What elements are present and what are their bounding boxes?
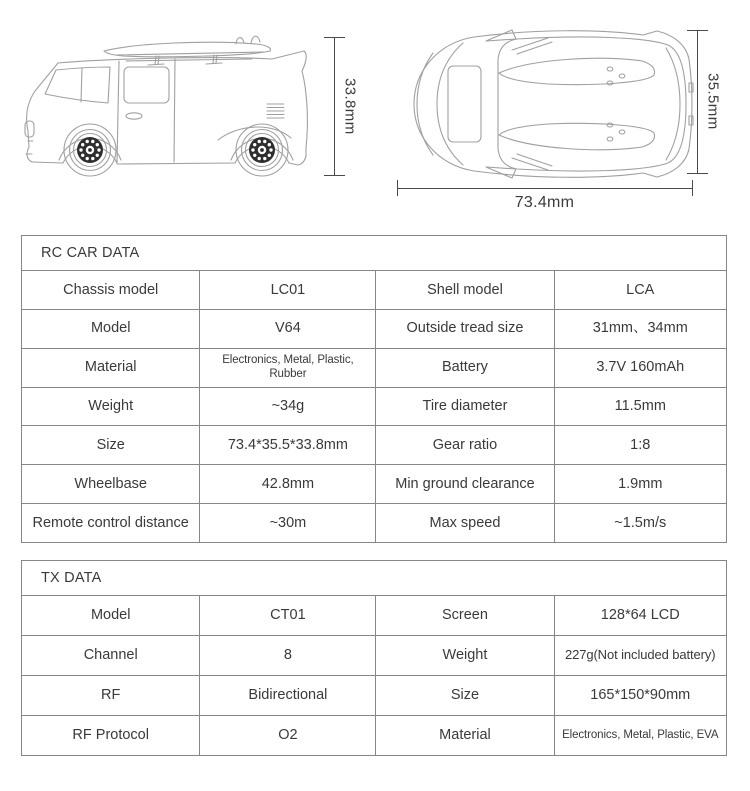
spec-label: Material (84, 359, 137, 376)
spec-value: V64 (199, 310, 375, 348)
length-dimension-label: 73.4mm (514, 194, 575, 211)
van-top-view-drawing (400, 26, 700, 182)
spec-value: 42.8mm (199, 465, 375, 503)
width-dimension-line (697, 30, 698, 173)
spec-value: ~30m (199, 504, 375, 542)
spec-value: ~1.5m/s (554, 504, 726, 542)
spec-label: Outside tread size (375, 310, 553, 348)
table-row (22, 596, 726, 635)
spec-label: Remote control distance (32, 514, 189, 531)
spec-label: Channel (83, 647, 138, 664)
dim-cap (692, 180, 693, 196)
spec-label: Chassis model (63, 281, 159, 298)
spec-label: Size (96, 437, 125, 454)
spec-value: 3.7V 160mAh (554, 349, 726, 387)
tx-table-title: TX DATA (22, 561, 726, 596)
spec-label: RF Protocol (72, 727, 149, 744)
spec-value: 1.9mm (554, 465, 726, 503)
table-row (22, 348, 726, 387)
spec-value: 73.4*35.5*33.8mm (199, 426, 375, 464)
spec-value: 8 (199, 636, 375, 675)
table-row (22, 675, 726, 715)
spec-label: Wheelbase (74, 475, 147, 492)
table-row (22, 503, 726, 542)
table-row (22, 425, 726, 464)
van-side-view-icon (20, 28, 320, 180)
spec-value: 1:8 (554, 426, 726, 464)
front-wheel-icon (64, 124, 116, 176)
spec-value: LCA (554, 271, 726, 309)
spec-label: Weight (375, 636, 553, 675)
tx-data-table (21, 560, 727, 756)
spec-value: ~34g (199, 388, 375, 426)
spec-value: Electronics, Metal, Plastic, Rubber (199, 349, 375, 387)
rear-wheel-icon (236, 124, 288, 176)
table-row (22, 271, 726, 309)
table-row (22, 464, 726, 503)
spec-label: RF (101, 687, 121, 704)
dim-cap (687, 173, 708, 174)
spec-value: LC01 (199, 271, 375, 309)
spec-label: Battery (375, 349, 553, 387)
spec-label: Min ground clearance (375, 465, 553, 503)
spec-label: Max speed (375, 504, 553, 542)
height-dimension-line (334, 37, 335, 175)
spec-value: 128*64 LCD (554, 596, 726, 635)
van-top-view-icon (400, 26, 700, 182)
spec-label: Screen (375, 596, 553, 635)
spec-label: Model (90, 320, 131, 337)
spec-label: Model (90, 607, 131, 624)
spec-value: 31mm、34mm (554, 310, 726, 348)
spec-value: 11.5mm (554, 388, 726, 426)
table-row (22, 309, 726, 348)
spec-label: Tire diameter (375, 388, 553, 426)
table-row (22, 387, 726, 426)
rc-table-title: RC CAR DATA (22, 236, 726, 271)
spec-label: Gear ratio (375, 426, 553, 464)
spec-value: 227g(Not included battery) (554, 636, 726, 675)
dim-cap (324, 175, 345, 176)
spec-label: Weight (88, 398, 134, 415)
spec-value: CT01 (199, 596, 375, 635)
table-row (22, 715, 726, 755)
rc-car-data-table (21, 235, 727, 543)
length-dimension-line (397, 188, 692, 189)
spec-value: Electronics, Metal, Plastic, EVA (554, 716, 726, 755)
table-row (22, 635, 726, 675)
van-side-view-drawing (20, 28, 320, 180)
height-dimension-label: 33.8mm (341, 77, 359, 135)
spec-value: O2 (199, 716, 375, 755)
spec-label: Size (375, 676, 553, 715)
width-dimension-label: 35.5mm (704, 73, 722, 130)
spec-value: Bidirectional (199, 676, 375, 715)
spec-label: Shell model (375, 271, 553, 309)
spec-value: 165*150*90mm (554, 676, 726, 715)
spec-label: Material (375, 716, 553, 755)
